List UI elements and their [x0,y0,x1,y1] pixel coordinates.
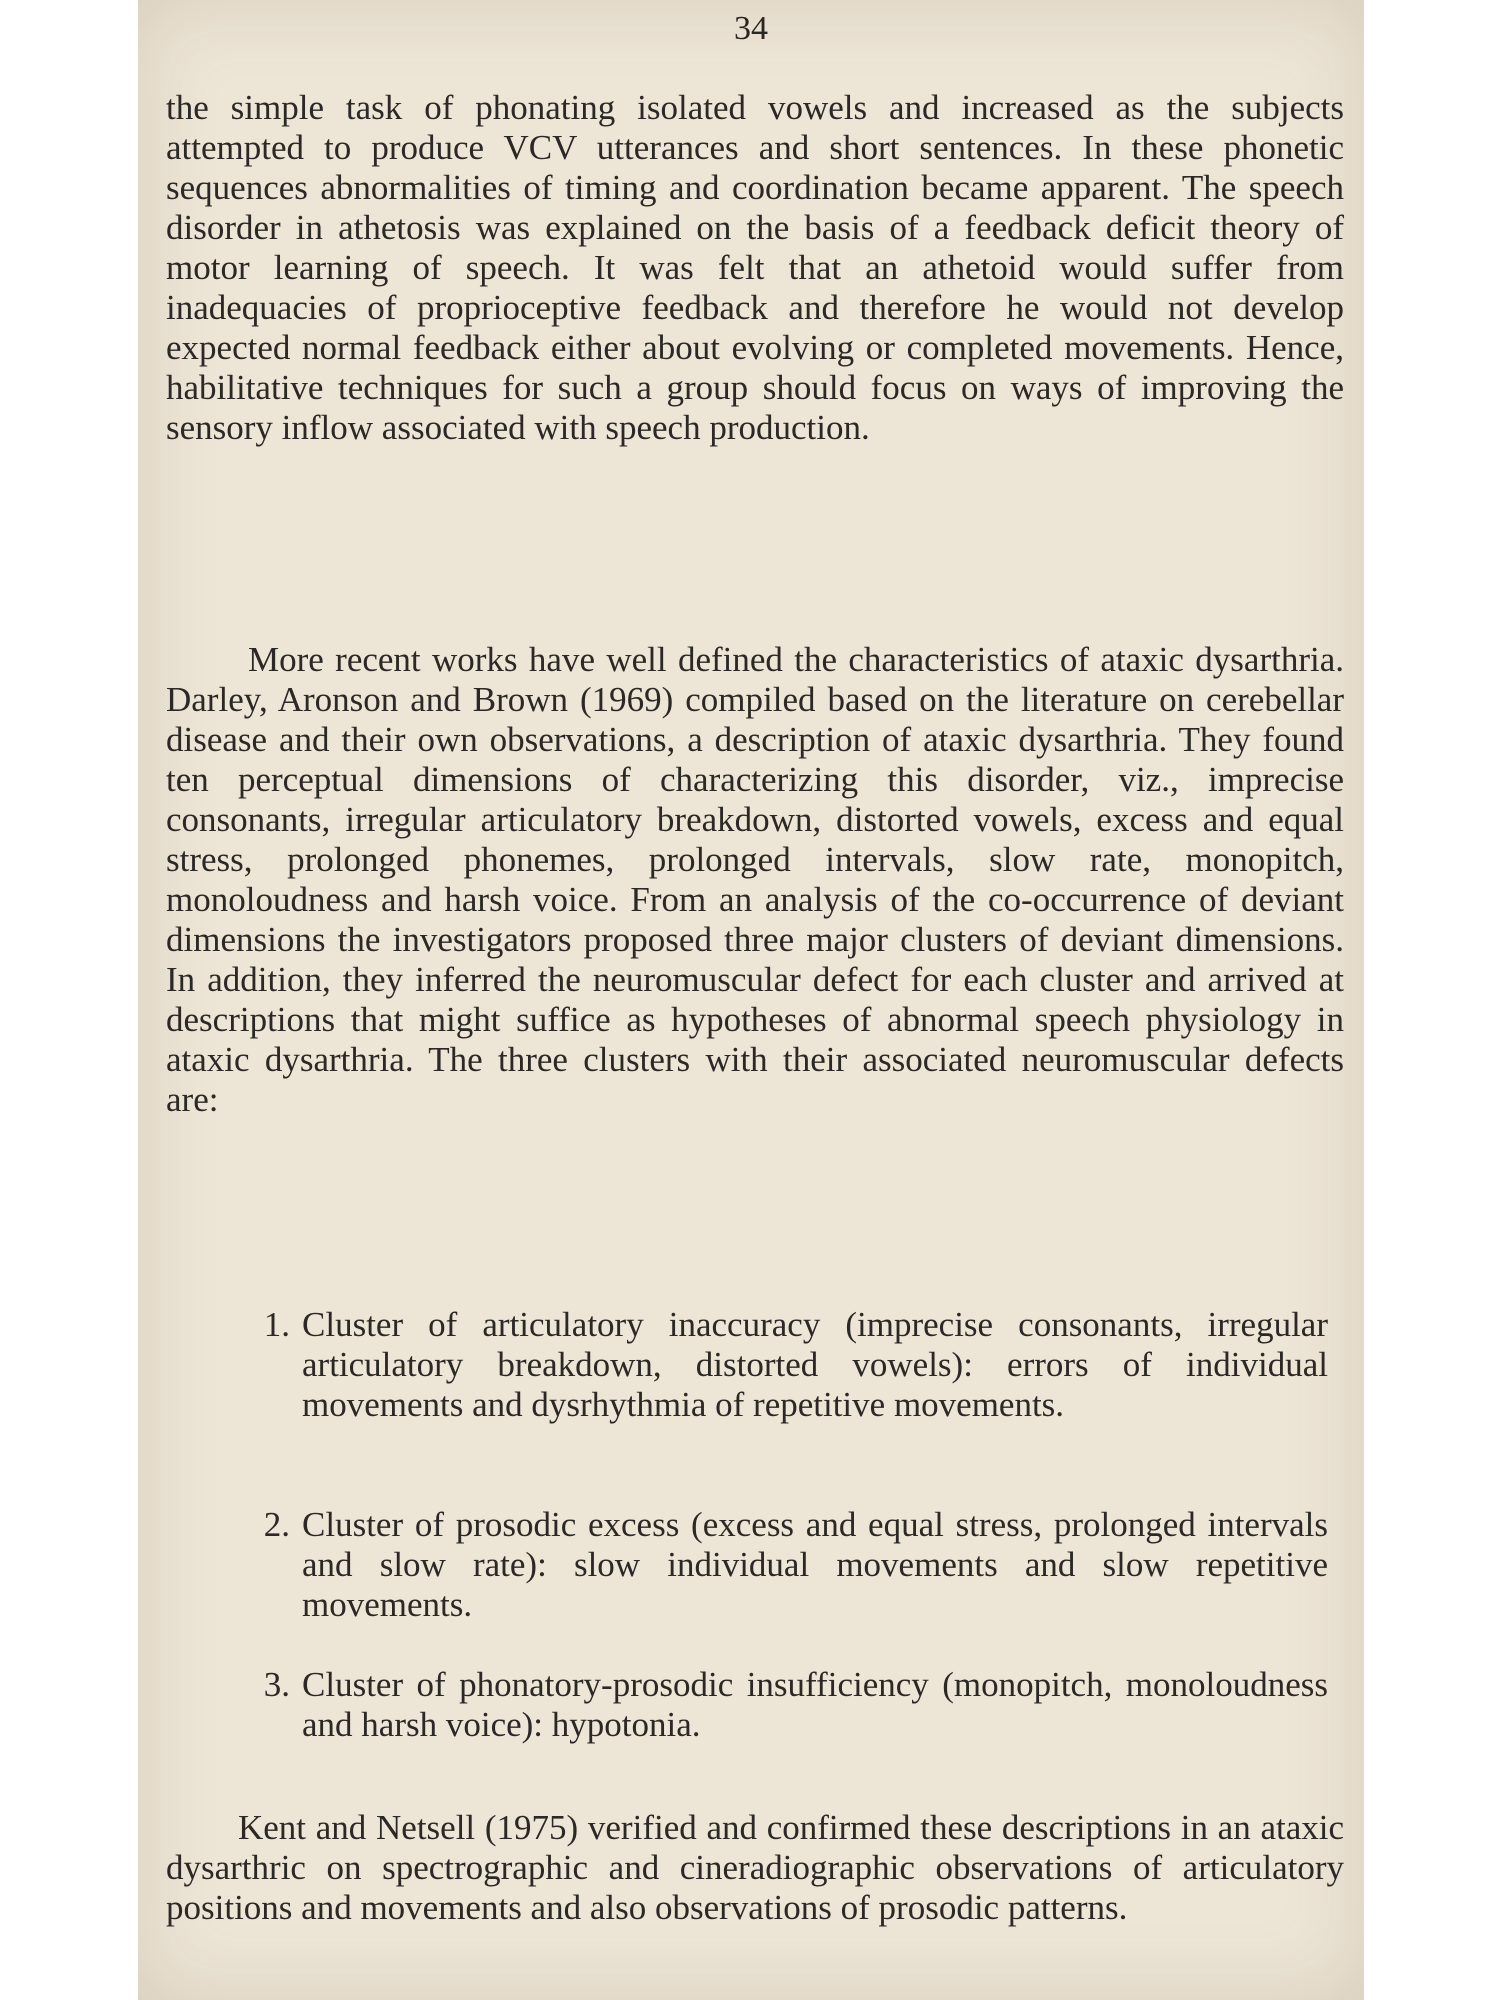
list-item-text: Cluster of articulatory inaccuracy (imprecise consonants, irregular articulatory breakdown, distorted vowels): errors of individual movements and dysrhythmia of repetitive movements. [302,1305,1328,1424]
paragraph-athetosis: the simple task of phonating isolated vowels and increased as the subjects attempted to produce VCV utterances and short sentences. In these phonetic sequences abnormalities of timing and coordination became apparent. The speech disorder in athetosis was explained on the basis of a feedback deficit theory of motor learning of speech. It was felt that an athetoid would suffer from inadequacies of proprioceptive feedback and therefore he would not develop expected normal feedback either about evolving or completed movements. Hence, habilitative techniques for such a group should focus on ways of improving the sensory inflow associated with speech production. [166,88,1344,447]
page-number: 34 [734,10,768,47]
list-marker: 2. [263,1505,290,1544]
list-item [248,1305,1328,1425]
list-item [248,1665,1328,1745]
paragraph-ataxic-dysarthria: More recent works have well defined the characteristics of ataxic dysarthria. Darley, Aronson and Brown (1969) compiled based on the literature on cerebellar disease and their own observations, a description of ataxic dysarthria. They found ten perceptual dimensions of characterizing this disorder, viz., imprecise consonants, irregular articulatory breakdown, distorted vowels, excess and equal stress, prolonged phonemes, prolonged intervals, slow rate, monopitch, monoloudness and harsh voice. From an analysis of the co-occurrence of deviant dimensions the investigators proposed three major clusters of deviant dimensions. In addition, they inferred the neuromuscular defect for each cluster and arrived at descriptions that might suffice as hypotheses of abnormal speech physiology in ataxic dysarthria. The three clusters with their associated neuromuscular defects are: [166,640,1344,1119]
list-item-text: Cluster of phonatory-prosodic insufficiency (monopitch, monoloudness and harsh voice): hypotonia. [302,1665,1328,1744]
list-marker: 3. [263,1665,290,1704]
list-marker: 1. [263,1305,290,1344]
scanned-page [138,0,1364,2000]
list-item-text: Cluster of prosodic excess (excess and equal stress, prolonged intervals and slow rate): slow individual movements and slow repetitive movements. [302,1505,1328,1624]
list-item [248,1505,1328,1625]
paragraph-kent-netsell: Kent and Netsell (1975) verified and confirmed these descriptions in an ataxic dysarthric on spectrographic and cineradiographic observations of articulatory positions and movements and also observations of prosodic patterns. [166,1808,1344,1927]
